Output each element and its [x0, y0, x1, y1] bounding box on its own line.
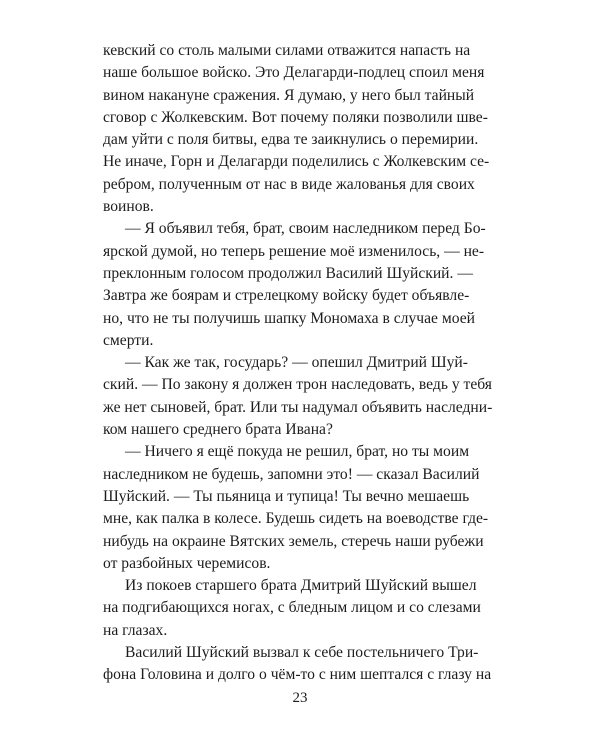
text-line: ребром, полученным от нас в виде жалованья для своих [103, 175, 475, 193]
text-line: от разбойных черемисов. [103, 554, 271, 572]
text-line: наше большое войско. Это Делагарди-подлец споил меня [103, 64, 485, 82]
text-line: же нет сыновей, брат. Или ты надумал объявить наследни- [103, 398, 493, 416]
paragraph-4 [103, 441, 489, 575]
text-line: дам уйти с поля битвы, едва те заикнулись о перемирии. [103, 131, 479, 149]
text-line: — Ничего я ещё покуда не решил, брат, но ты моим [125, 443, 470, 461]
text-line: ярской думой, но теперь решение моё изменилось, — не- [103, 242, 485, 260]
text-line: воинов. [103, 198, 154, 216]
text-line: ком нашего среднего брата Ивана? [103, 421, 333, 439]
text-line: Не иначе, Горн и Делагарди поделились с Жолкевским се- [103, 153, 490, 171]
paragraph-6 [103, 642, 492, 687]
text-line: преклонным голосом продолжил Василий Шуйский. — [103, 264, 473, 282]
text-line: Василий Шуйский вызвал к себе постельничего Три- [125, 644, 479, 662]
text-line: Завтра же боярам и стрелецкому войску будет объявле- [103, 287, 470, 305]
text-line: на подгибающихся ногах, с бледным лицом и со слезами [103, 599, 481, 617]
paragraph-2 [103, 218, 486, 352]
text-line: на глазах. [103, 621, 168, 639]
text-line: — Как же так, государь? — опешил Дмитрий Шуй- [125, 354, 468, 372]
text-line: кевский со столь малыми силами отважится напасть на [103, 42, 471, 59]
text-line: наследником не будешь, запомни это! — сказал Василий [103, 465, 480, 483]
text-line: фона Головина и долго о чём-то с ним шептался с глазу на [103, 666, 492, 684]
paragraph-3 [103, 352, 493, 441]
text-line: мне, как палка в колесе. Будешь сидеть на воеводстве где- [103, 510, 489, 528]
text-line: Из покоев старшего брата Дмитрий Шуйский вышел [125, 577, 477, 595]
text-line: нибудь на окраине Вятских земель, стеречь наши рубежи [103, 532, 484, 550]
text-line: но, что не ты получишь шапку Мономаха в случае моей [103, 309, 475, 327]
body-text [103, 40, 493, 687]
text-line: ский. — По закону я должен трон наследовать, ведь у тебя [103, 376, 492, 394]
text-line: вином накануне сражения. Я думаю, у него был тайный [103, 86, 475, 104]
text-line: сговор с Жолкевским. Вот почему поляки позволили шве- [103, 108, 488, 126]
text-line: — Я объявил тебя, брат, своим наследником перед Бо- [125, 220, 486, 238]
text-line: смерти. [103, 331, 154, 349]
text-line: Шуйский. — Ты пьяница и тупица! Ты вечно мешаешь [103, 487, 470, 505]
paragraph-5 [103, 575, 481, 642]
page-number: 23 [292, 690, 308, 706]
paragraph-1 [103, 40, 490, 218]
